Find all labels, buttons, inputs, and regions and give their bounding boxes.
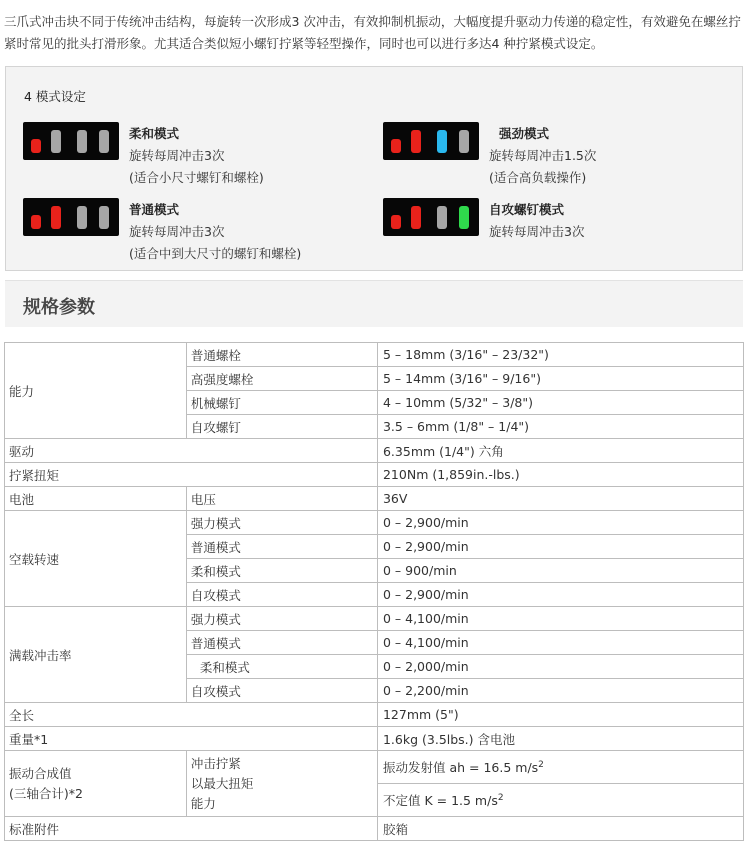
table-row <box>5 751 744 784</box>
row-value: 0 – 2,900/min <box>377 583 743 607</box>
table-row <box>5 343 744 367</box>
row-sublabel: 柔和模式 <box>186 559 377 583</box>
row-label: 空载转速 <box>5 511 187 607</box>
row-value: 4 – 10mm (5/32" – 3/8") <box>377 391 743 415</box>
row-value: 3.5 – 6mm (1/8" – 1/4") <box>377 415 743 439</box>
modes-panel <box>5 66 743 271</box>
row-value: 0 – 2,900/min <box>377 535 743 559</box>
spec-header <box>5 280 743 327</box>
exponent: 2 <box>538 759 544 770</box>
vibration-label-1: 振动合成值 <box>9 765 72 781</box>
row-value: 0 – 900/min <box>377 559 743 583</box>
led-bar-4 <box>99 206 109 229</box>
row-value: 0 – 2,900/min <box>377 511 743 535</box>
mode-strong <box>383 122 723 192</box>
row-label: 驱动 <box>5 439 378 463</box>
vibration-label-2: (三轴合计)*2 <box>9 785 83 801</box>
vibration-value-2: 不定值 K = 1.5 m/s <box>382 793 498 808</box>
led-bar-2 <box>411 206 421 229</box>
mode-note: (适合中到大尺寸的螺钉和螺栓) <box>129 246 302 261</box>
row-label: 重量*1 <box>5 727 378 751</box>
spec-title: 规格参数 <box>23 297 95 318</box>
mode-normal <box>23 198 363 268</box>
led-bar-2 <box>51 206 61 229</box>
row-sublabel <box>186 751 377 817</box>
row-value: 1.6kg (3.5lbs.) 含电池 <box>377 727 743 751</box>
row-sublabel: 普通模式 <box>186 631 377 655</box>
row-sublabel: 机械螺钉 <box>186 391 377 415</box>
row-label: 能力 <box>5 343 187 439</box>
row-sublabel: 自攻模式 <box>186 583 377 607</box>
table-row <box>5 703 744 727</box>
mode-note: (适合小尺寸螺钉和螺栓) <box>129 170 264 185</box>
table-row <box>5 817 744 841</box>
row-sublabel: 电压 <box>186 487 377 511</box>
row-value: 0 – 4,100/min <box>377 631 743 655</box>
table-row <box>5 487 744 511</box>
led-bar-2 <box>51 130 61 153</box>
row-value <box>377 751 743 784</box>
mode-desc: 旋转每周冲击3次 <box>489 224 585 239</box>
row-value <box>377 784 743 817</box>
table-row <box>5 607 744 631</box>
vibration-sub-1: 冲击拧紧 <box>190 755 241 771</box>
led-bar-2 <box>411 130 421 153</box>
row-sublabel: 普通模式 <box>186 535 377 559</box>
led-indicator-icon <box>383 198 479 236</box>
row-sublabel: 普通螺栓 <box>186 343 377 367</box>
row-sublabel: 自攻螺钉 <box>186 415 377 439</box>
led-bar-1 <box>391 139 401 153</box>
row-value: 0 – 2,000/min <box>377 655 743 679</box>
modes-title: 4 模式设定 <box>24 89 86 104</box>
led-bar-1 <box>391 215 401 229</box>
row-label: 标准附件 <box>5 817 378 841</box>
row-label <box>5 751 187 817</box>
mode-desc: 旋转每周冲击1.5次 <box>489 148 597 163</box>
row-label: 电池 <box>5 487 187 511</box>
led-bar-4 <box>459 206 469 229</box>
led-bar-1 <box>31 215 41 229</box>
mode-name: 柔和模式 <box>129 126 180 141</box>
led-bar-3 <box>77 130 87 153</box>
mode-note: (适合高负载操作) <box>489 170 587 185</box>
mode-name: 自攻螺钉模式 <box>489 202 565 217</box>
led-indicator-icon <box>383 122 479 160</box>
exponent: 2 <box>497 792 504 803</box>
row-label: 满载冲击率 <box>5 607 187 703</box>
row-value: 0 – 4,100/min <box>377 607 743 631</box>
mode-self-tapping <box>383 198 723 268</box>
vibration-value-1: 振动发射值 ah = 16.5 m/s <box>382 760 539 775</box>
led-indicator-icon <box>23 198 119 236</box>
row-sublabel: 柔和模式 <box>186 655 377 679</box>
row-sublabel: 强力模式 <box>186 607 377 631</box>
vibration-sub-3: 能力 <box>190 795 216 811</box>
intro-paragraph: 三爪式冲击块不同于传统冲击结构，每旋转一次形成3 次冲击，有效抑制机振动，大幅度提升驱动力传递的稳定性，有效避免在螺丝拧紧时常见的批头打滑形象。尤其适合类似短小螺钉拧紧等轻型操作，同时也可以进行多达4 种拧紧模式设定。 <box>4 14 741 51</box>
row-label: 全长 <box>5 703 378 727</box>
table-row <box>5 439 744 463</box>
row-value: 127mm (5") <box>377 703 743 727</box>
led-bar-3 <box>77 206 87 229</box>
mode-desc: 旋转每周冲击3次 <box>129 148 225 163</box>
row-value: 6.35mm (1/4") 六角 <box>377 439 743 463</box>
spec-table <box>4 342 744 841</box>
row-sublabel: 高强度螺栓 <box>186 367 377 391</box>
row-value: 5 – 14mm (3/16" – 9/16") <box>377 367 743 391</box>
mode-soft <box>23 122 363 192</box>
led-bar-1 <box>31 139 41 153</box>
row-value: 0 – 2,200/min <box>377 679 743 703</box>
led-indicator-icon <box>23 122 119 160</box>
table-row <box>5 727 744 751</box>
row-value: 5 – 18mm (3/16" – 23/32") <box>377 343 743 367</box>
row-sublabel: 强力模式 <box>186 511 377 535</box>
mode-desc: 旋转每周冲击3次 <box>129 224 225 239</box>
row-sublabel: 自攻模式 <box>186 679 377 703</box>
row-value: 36V <box>377 487 743 511</box>
row-label: 拧紧扭矩 <box>5 463 378 487</box>
led-bar-3 <box>437 206 447 229</box>
vibration-sub-2: 以最大扭矩 <box>190 775 254 791</box>
led-bar-4 <box>459 130 469 153</box>
led-bar-4 <box>99 130 109 153</box>
row-value: 胶箱 <box>377 817 743 841</box>
row-value: 210Nm (1,859in.-lbs.) <box>377 463 743 487</box>
mode-name: 强劲模式 <box>499 126 550 141</box>
mode-name: 普通模式 <box>129 202 180 217</box>
table-row <box>5 463 744 487</box>
table-row <box>5 511 744 535</box>
led-bar-3 <box>437 130 447 153</box>
